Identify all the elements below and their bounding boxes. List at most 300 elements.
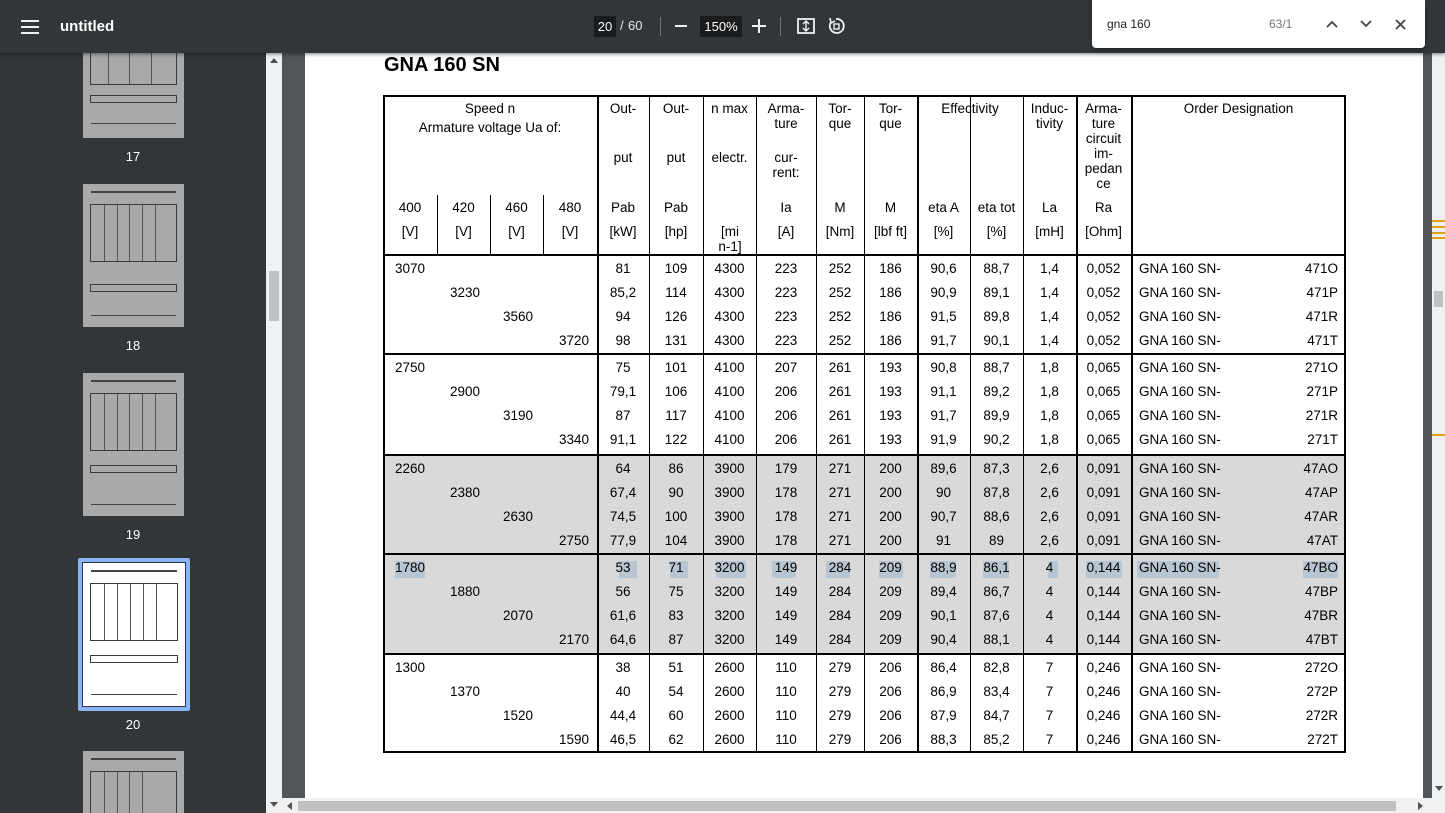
output-hp-value: 131 <box>664 333 688 348</box>
current-value: 223 <box>774 333 798 348</box>
output-hp-value: 83 <box>668 608 684 623</box>
close-icon[interactable] <box>1388 12 1412 36</box>
output-kw-value: 91,1 <box>609 432 637 447</box>
thumbnail-page-18[interactable] <box>83 184 184 327</box>
eta-tot-header: eta tot <box>977 200 1016 215</box>
output-hp-value: 54 <box>668 684 684 699</box>
output-kw-value: 64 <box>615 461 631 476</box>
inductivity-value: 2,6 <box>1040 533 1059 548</box>
nmax-value: 3900 <box>714 533 745 548</box>
voltage-value: 1370 <box>450 684 481 699</box>
output-hp-value: 75 <box>668 584 684 599</box>
torque-lbf-value: 206 <box>879 684 902 699</box>
order-code-value: 471O <box>1304 261 1338 276</box>
torque-lbf-value: 193 <box>879 432 902 447</box>
find-input[interactable]: gna 160 <box>1107 17 1151 31</box>
nmax-header: electr. <box>711 150 748 165</box>
torque-lbf-value: 186 <box>879 333 902 348</box>
inductivity-value: 1,8 <box>1040 432 1059 447</box>
inductivity-value: 7 <box>1045 660 1054 675</box>
impedance-value: 0,144 <box>1086 584 1121 599</box>
output-hp-value: 51 <box>668 660 684 675</box>
impedance-value: 0,246 <box>1086 732 1121 747</box>
inductivity-value: 1,8 <box>1040 408 1059 423</box>
order-code-value: 271T <box>1307 432 1338 447</box>
current-value: 149 <box>774 560 798 575</box>
voltage-value: 2900 <box>450 384 481 399</box>
thumbnail-page-17[interactable] <box>83 53 184 138</box>
output-hp-value: 90 <box>668 485 684 500</box>
torque-value: 271 <box>828 461 852 476</box>
voltage-unit: [V] <box>561 224 579 239</box>
voltage-unit: [V] <box>455 224 472 239</box>
inductivity-value: 1,4 <box>1040 309 1059 324</box>
eta-tot-value: 85,2 <box>983 732 1010 747</box>
order-designation-value: GNA 160 SN- <box>1139 708 1221 723</box>
eta-a-header: eta A <box>928 200 959 215</box>
output-hp-value: 122 <box>664 432 688 447</box>
order-code-value: 272O <box>1304 660 1338 675</box>
output-kw-value: 79,1 <box>609 384 637 399</box>
torque-value: 284 <box>828 584 852 599</box>
torque-lbf-value: 186 <box>879 285 902 300</box>
order-designation-value: GNA 160 SN- <box>1139 432 1221 447</box>
current-value: 206 <box>774 432 798 447</box>
order-designation-value: GNA 160 SN- <box>1139 632 1221 647</box>
inductivity-value: 2,6 <box>1040 461 1059 476</box>
order-designation-header: Order Designation <box>1183 101 1294 116</box>
voltage-v420: 420 <box>452 200 475 215</box>
column-divider <box>703 95 704 753</box>
voltage-value: 1780 <box>395 560 426 575</box>
torque-lbf-value: 209 <box>879 632 902 647</box>
order-designation-value: GNA 160 SN- <box>1139 333 1221 348</box>
output-hp-header: Out- <box>662 101 690 116</box>
sidebar-scroll-thumb[interactable] <box>269 271 279 321</box>
column-divider <box>970 95 971 753</box>
thumbnail-sidebar <box>0 53 266 813</box>
impedance-symbol: Ra <box>1094 200 1113 215</box>
output-hp-value: 100 <box>664 509 688 524</box>
voltage-value: 3340 <box>558 432 589 447</box>
eta-tot-value: 87,8 <box>983 485 1010 500</box>
scroll-right-icon <box>1418 802 1423 810</box>
eta-tot-value: 86,1 <box>983 560 1010 575</box>
impedance-value: 0,052 <box>1086 285 1121 300</box>
nmax-value: 3900 <box>714 485 745 500</box>
output-kw-value: 77,9 <box>609 533 637 548</box>
voltage-value: 3230 <box>450 285 481 300</box>
output-hp-unit: [hp] <box>664 224 688 239</box>
order-code-value: 271R <box>1305 408 1338 423</box>
torque-lbf-symbol: M <box>884 200 897 215</box>
voltage-v480: 480 <box>558 200 582 215</box>
voltage-value: 3070 <box>395 261 426 276</box>
column-divider <box>649 95 650 753</box>
inductivity-value: 1,4 <box>1040 261 1059 276</box>
output-kw-header: Out- <box>609 101 637 116</box>
inductivity-symbol: La <box>1041 200 1058 215</box>
eta-tot-value: 89,9 <box>983 408 1010 423</box>
torque-unit: [Nm] <box>825 224 855 239</box>
current-value: 110 <box>775 732 797 747</box>
eta-tot-value: 88,7 <box>983 360 1010 375</box>
voltage-v460: 460 <box>505 200 528 215</box>
order-code-value: 47BP <box>1304 584 1338 599</box>
current-value: 178 <box>774 533 798 548</box>
order-code-value: 47BO <box>1303 560 1338 575</box>
torque-lbf-value: 200 <box>879 533 902 548</box>
nmax-value: 2600 <box>714 660 745 675</box>
torque-value: 284 <box>828 632 852 647</box>
eta-tot-value: 90,1 <box>983 333 1010 348</box>
impedance-value: 0,052 <box>1086 333 1121 348</box>
eta-a-value: 86,9 <box>930 684 957 699</box>
eta-a-value: 89,6 <box>930 461 957 476</box>
eta-tot-value: 88,7 <box>983 261 1010 276</box>
fit-to-page-icon[interactable] <box>794 14 818 38</box>
output-kw-value: 56 <box>615 584 631 599</box>
find-bar <box>1092 0 1425 48</box>
nmax-value: 2600 <box>714 684 745 699</box>
order-designation-value: GNA 160 SN- <box>1139 732 1221 747</box>
page-total: 60 <box>628 18 643 33</box>
torque-lbf-value: 193 <box>879 384 902 399</box>
thumbnail-label: 19 <box>125 527 141 542</box>
output-hp-value: 106 <box>664 384 688 399</box>
page-number-input[interactable]: 20 <box>594 16 616 37</box>
toolbar-divider <box>780 17 781 36</box>
eta-tot-value: 83,4 <box>983 684 1010 699</box>
eta-a-value: 88,3 <box>930 732 957 747</box>
impedance-value: 0,065 <box>1086 360 1121 375</box>
nmax-value: 4300 <box>714 333 745 348</box>
sidebar-scrollbar[interactable] <box>266 53 282 813</box>
find-previous-icon[interactable] <box>1320 12 1344 36</box>
nmax-value: 4100 <box>714 432 745 447</box>
eta-a-value: 86,4 <box>930 660 957 675</box>
impedance-value: 0,091 <box>1086 533 1121 548</box>
nmax-value: 4100 <box>714 408 745 423</box>
menu-icon[interactable] <box>14 11 46 43</box>
torque-lbf-value: 193 <box>879 408 902 423</box>
order-designation-value: GNA 160 SN- <box>1139 285 1221 300</box>
eta-a-value: 90,8 <box>930 360 957 375</box>
impedance-value: 0,052 <box>1086 261 1121 276</box>
order-code-value: 47BT <box>1305 632 1338 647</box>
column-divider <box>1023 95 1024 753</box>
current-value: 206 <box>774 384 798 399</box>
inductivity-value: 1,8 <box>1040 384 1059 399</box>
torque-lbf-header: Tor- que <box>878 101 903 131</box>
rotate-icon[interactable] <box>824 14 848 38</box>
inductivity-value: 2,6 <box>1040 485 1059 500</box>
eta-tot-value: 89 <box>988 533 1005 548</box>
order-designation-value: GNA 160 SN- <box>1139 309 1221 324</box>
output-kw-value: 81 <box>615 261 631 276</box>
impedance-value: 0,065 <box>1086 432 1121 447</box>
inductivity-value: 4 <box>1045 560 1054 575</box>
order-designation-value: GNA 160 SN- <box>1139 684 1221 699</box>
scroll-down-icon <box>1435 786 1443 791</box>
eta-a-value: 87,9 <box>930 708 957 723</box>
nmax-value: 4100 <box>714 384 745 399</box>
impedance-value: 0,091 <box>1086 485 1121 500</box>
eta-tot-value: 84,7 <box>983 708 1010 723</box>
inductivity-header: Induc- tivity <box>1030 101 1069 131</box>
thumbnail-label: 17 <box>125 149 141 164</box>
torque-value: 252 <box>828 309 852 324</box>
output-hp-value: 71 <box>668 560 684 575</box>
torque-lbf-value: 206 <box>879 660 902 675</box>
scroll-left-icon <box>287 802 292 810</box>
eta-a-value: 91 <box>935 533 952 548</box>
torque-lbf-value: 193 <box>879 360 902 375</box>
current-symbol: Ia <box>780 200 792 215</box>
torque-lbf-value: 200 <box>879 485 902 500</box>
eta-a-value: 91,7 <box>930 333 957 348</box>
torque-lbf-value: 209 <box>879 608 902 623</box>
order-designation-value: GNA 160 SN- <box>1139 533 1221 548</box>
effectivity-header: Effectivity <box>941 101 999 116</box>
nmax-value: 3200 <box>714 560 745 575</box>
current-value: 110 <box>775 660 797 675</box>
search-result-marker <box>1432 434 1445 436</box>
voltage-value: 2630 <box>503 509 534 524</box>
scroll-down-icon <box>270 802 278 807</box>
inductivity-value: 1,8 <box>1040 360 1059 375</box>
output-hp-value: 117 <box>665 408 687 423</box>
thumbnail-page-20[interactable] <box>83 563 185 706</box>
zoom-level-input[interactable]: 150% <box>700 16 742 37</box>
inductivity-value: 4 <box>1045 584 1054 599</box>
output-kw-value: 67,4 <box>609 485 637 500</box>
torque-lbf-value: 209 <box>879 584 902 599</box>
scroll-up-icon <box>270 58 278 63</box>
order-code-value: 47AT <box>1306 533 1338 548</box>
order-designation-value: GNA 160 SN- <box>1139 408 1221 423</box>
voltage-unit: [V] <box>508 224 525 239</box>
nmax-value: 3200 <box>714 632 745 647</box>
impedance-value: 0,246 <box>1086 660 1121 675</box>
torque-value: 279 <box>828 732 852 747</box>
current-value: 149 <box>774 608 798 623</box>
torque-lbf-value: 209 <box>879 560 902 575</box>
current-unit: [A] <box>777 224 795 239</box>
order-code-value: 471P <box>1306 285 1338 300</box>
torque-value: 261 <box>828 408 852 423</box>
torque-value: 271 <box>828 509 852 524</box>
zoom-in-icon[interactable] <box>748 14 770 38</box>
current-value: 178 <box>774 509 798 524</box>
current-value: 206 <box>774 408 798 423</box>
find-match-count: 63/1 <box>1269 17 1293 31</box>
order-designation-value: GNA 160 SN- <box>1139 461 1221 476</box>
horizontal-scrollbar[interactable] <box>282 798 1445 813</box>
output-kw-value: 44,4 <box>609 708 637 723</box>
eta-a-value: 91,5 <box>930 309 957 324</box>
torque-value: 271 <box>828 533 852 548</box>
current-value: 149 <box>774 632 798 647</box>
impedance-value: 0,144 <box>1086 632 1121 647</box>
search-result-marker <box>1432 237 1445 239</box>
voltage-value: 1590 <box>558 732 589 747</box>
impedance-value: 0,052 <box>1086 309 1121 324</box>
voltage-value: 2170 <box>558 632 589 647</box>
pdf-page <box>305 53 1423 798</box>
order-code-value: 47AR <box>1304 509 1338 524</box>
voltage-value: 1300 <box>395 660 426 675</box>
vertical-scroll-thumb[interactable] <box>1434 291 1443 307</box>
voltage-value: 1880 <box>450 584 481 599</box>
torque-header: Tor- que <box>828 101 852 131</box>
eta-tot-value: 88,6 <box>983 509 1010 524</box>
inductivity-value: 1,4 <box>1040 333 1059 348</box>
current-header: cur- rent: <box>772 150 800 180</box>
thumbnail-page-21[interactable] <box>83 751 184 813</box>
percent-unit: [%] <box>986 224 1007 239</box>
voltage-value: 2070 <box>503 608 534 623</box>
output-hp-value: 60 <box>668 708 684 723</box>
current-value: 179 <box>774 461 798 476</box>
output-kw-value: 85,2 <box>609 285 637 300</box>
output-kw-value: 87 <box>615 408 631 423</box>
torque-symbol: M <box>834 200 846 215</box>
search-result-marker <box>1432 226 1445 228</box>
output-kw-symbol: Pab <box>610 200 636 215</box>
nmax-value: 4300 <box>714 285 745 300</box>
voltage-value: 1520 <box>503 708 534 723</box>
order-code-value: 272P <box>1306 684 1338 699</box>
output-hp-value: 62 <box>668 732 684 747</box>
document-title: untitled <box>60 18 115 35</box>
speed-header: Speed n <box>464 101 516 116</box>
output-kw-value: 38 <box>615 660 631 675</box>
eta-a-value: 90,9 <box>930 285 957 300</box>
current-value: 223 <box>774 309 798 324</box>
impedance-header: Arma- ture circuit im- pedan ce <box>1084 101 1123 191</box>
column-divider <box>597 95 599 753</box>
order-code-value: 47AP <box>1304 485 1338 500</box>
nmax-value: 2600 <box>714 732 745 747</box>
page-separator: / <box>620 18 624 33</box>
inductivity-value: 4 <box>1045 608 1054 623</box>
thumbnail-label: 18 <box>125 338 141 353</box>
eta-a-value: 89,4 <box>930 584 957 599</box>
percent-unit: [%] <box>933 224 954 239</box>
torque-value: 284 <box>828 608 852 623</box>
impedance-value: 0,091 <box>1086 509 1121 524</box>
order-code-value: 271P <box>1306 384 1338 399</box>
torque-lbf-value: 200 <box>879 461 902 476</box>
eta-tot-value: 89,8 <box>983 309 1010 324</box>
impedance-value: 0,246 <box>1086 684 1121 699</box>
voltage-value: 3190 <box>503 408 534 423</box>
output-hp-value: 86 <box>668 461 684 476</box>
voltage-value: 3560 <box>503 309 534 324</box>
eta-a-value: 88,9 <box>930 560 957 575</box>
output-hp-value: 101 <box>664 360 688 375</box>
eta-tot-value: 89,1 <box>983 285 1010 300</box>
eta-a-value: 90,6 <box>930 261 957 276</box>
search-result-marker <box>1432 220 1445 222</box>
torque-value: 261 <box>828 384 852 399</box>
order-designation-value: GNA 160 SN- <box>1139 608 1221 623</box>
eta-a-value: 90 <box>935 485 952 500</box>
eta-tot-value: 82,8 <box>983 660 1010 675</box>
torque-value: 279 <box>828 684 852 699</box>
nmax-unit: [min-1] <box>718 224 742 254</box>
impedance-value: 0,091 <box>1086 461 1121 476</box>
eta-tot-value: 90,2 <box>983 432 1010 447</box>
toolbar-divider <box>660 17 661 36</box>
nmax-value: 3900 <box>714 509 745 524</box>
output-kw-value: 98 <box>615 333 631 348</box>
vertical-scrollbar[interactable] <box>1432 53 1445 798</box>
zoom-out-icon[interactable] <box>670 14 692 38</box>
output-hp-value: 109 <box>664 261 688 276</box>
search-result-marker <box>1432 232 1445 234</box>
output-hp-value: 87 <box>668 632 684 647</box>
order-designation-value: GNA 160 SN- <box>1139 584 1221 599</box>
output-kw-value: 46,5 <box>609 732 637 747</box>
nmax-value: 3200 <box>714 608 745 623</box>
torque-value: 271 <box>828 485 852 500</box>
nmax-header: n max <box>711 101 748 116</box>
voltage-value: 2380 <box>450 485 481 500</box>
nmax-value: 4100 <box>714 360 745 375</box>
voltage-value: 2750 <box>395 360 426 375</box>
torque-value: 279 <box>828 708 852 723</box>
output-hp-value: 104 <box>664 533 688 548</box>
thumbnail-page-19[interactable] <box>83 373 184 516</box>
inductivity-value: 7 <box>1045 684 1054 699</box>
torque-value: 252 <box>828 285 852 300</box>
current-value: 149 <box>774 584 798 599</box>
torque-value: 284 <box>828 560 852 575</box>
output-hp-symbol: Pab <box>663 200 689 215</box>
order-code-value: 47BR <box>1304 608 1338 623</box>
inductivity-value: 7 <box>1045 732 1054 747</box>
order-code-value: 272R <box>1305 708 1338 723</box>
order-designation-value: GNA 160 SN- <box>1139 560 1221 575</box>
voltage-header: Armature voltage Ua of: <box>418 120 562 135</box>
current-value: 207 <box>774 360 798 375</box>
order-designation-value: GNA 160 SN- <box>1139 360 1221 375</box>
order-code-value: 272T <box>1307 732 1338 747</box>
find-next-icon[interactable] <box>1354 12 1378 36</box>
column-divider <box>864 95 865 753</box>
horizontal-scroll-thumb[interactable] <box>298 801 1396 811</box>
torque-lbf-value: 206 <box>879 732 902 747</box>
nmax-value: 3900 <box>714 461 745 476</box>
column-divider <box>816 95 817 753</box>
eta-a-value: 90,7 <box>930 509 957 524</box>
eta-tot-value: 87,6 <box>983 608 1010 623</box>
eta-tot-value: 88,1 <box>983 632 1010 647</box>
eta-a-value: 91,9 <box>930 432 957 447</box>
inductivity-value: 7 <box>1045 708 1054 723</box>
page-heading: GNA 160 SN <box>384 54 500 76</box>
output-kw-value: 74,5 <box>609 509 637 524</box>
eta-a-value: 90,4 <box>930 632 957 647</box>
motor-data-table <box>383 95 1346 753</box>
torque-value: 261 <box>828 360 852 375</box>
eta-tot-value: 86,7 <box>983 584 1010 599</box>
order-designation-value: GNA 160 SN- <box>1139 384 1221 399</box>
output-kw-value: 64,6 <box>609 632 637 647</box>
torque-lbf-value: 186 <box>879 261 902 276</box>
